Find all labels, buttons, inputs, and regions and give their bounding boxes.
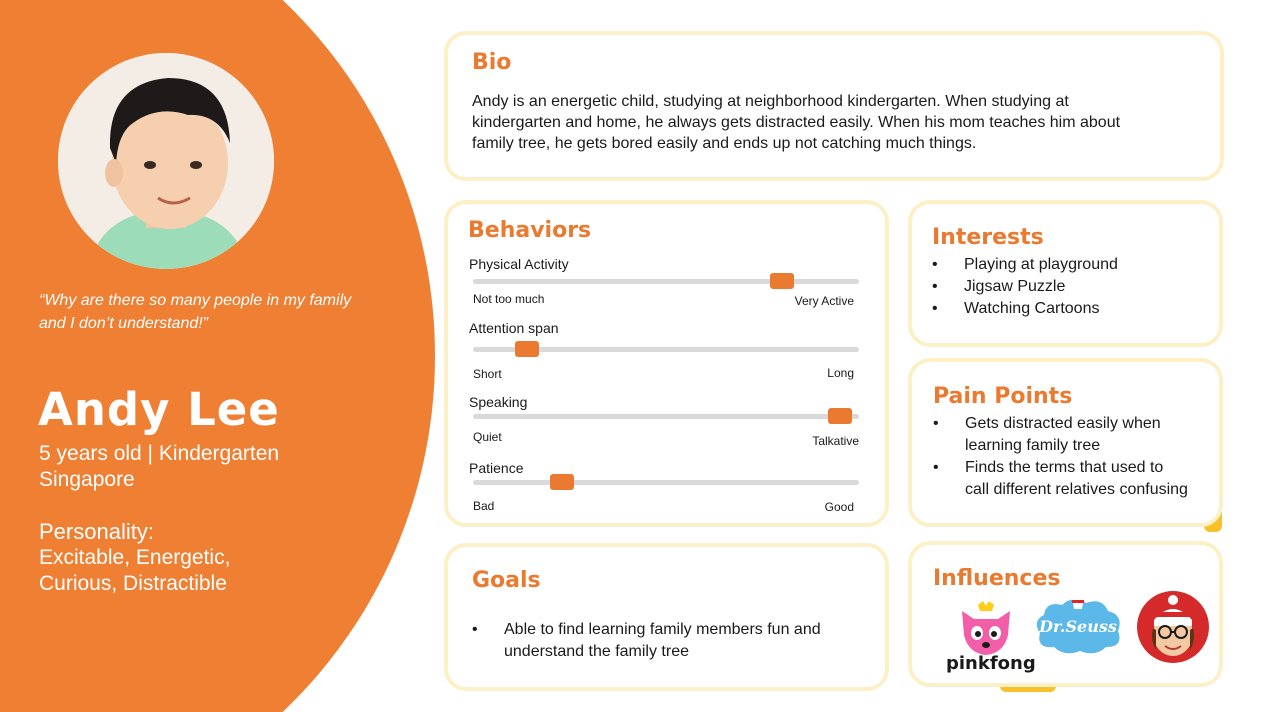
slider-label: Physical Activity	[469, 256, 569, 272]
behavior-slider-track[interactable]	[473, 480, 859, 485]
bullet-icon: •	[933, 459, 939, 476]
location-text: Singapore	[39, 468, 135, 491]
bio-line: Andy is an energetic child, studying at neighborhood kindergarten. When studying at	[472, 93, 1069, 110]
slider-label: Patience	[469, 460, 524, 476]
behavior-slider-thumb[interactable]	[515, 341, 539, 357]
pain-point-text: learning family tree	[965, 437, 1101, 454]
behavior-slider-track[interactable]	[473, 347, 859, 352]
bio-card	[444, 31, 1224, 181]
profile-quote	[39, 289, 399, 335]
goals-list	[472, 619, 872, 663]
behaviors-card	[444, 200, 889, 527]
pain-points-title: Pain Points	[933, 384, 1073, 409]
bullet-icon: •	[932, 300, 938, 317]
list-item	[933, 457, 1223, 501]
bio-line: family tree, he gets bored easily and ends up not catching much things.	[472, 135, 977, 152]
personality-heading: Personality:	[39, 519, 154, 544]
behavior-slider-thumb[interactable]	[770, 273, 794, 289]
dr-seuss-logo	[1032, 595, 1124, 657]
pain-point-text: call different relatives confusing	[965, 481, 1188, 498]
child-portrait-image	[58, 53, 274, 269]
quote-line: “Why are there so many people in my family	[39, 292, 352, 309]
dr-seuss-wordmark: Dr.Seuss	[1039, 617, 1117, 636]
slider-max-label: Good	[824, 500, 854, 514]
bullet-icon: •	[933, 415, 939, 432]
pain-point-text: Gets distracted easily when	[965, 415, 1161, 432]
list-item	[932, 276, 1118, 298]
goals-title: Goals	[472, 568, 541, 593]
slider-min-label: Quiet	[473, 430, 502, 444]
interest-text: Playing at playground	[964, 256, 1118, 273]
waldo-logo	[1136, 590, 1210, 664]
behavior-slider-track[interactable]	[473, 414, 859, 419]
pinkfong-fox-icon	[956, 601, 1016, 657]
bullet-icon: •	[472, 621, 478, 638]
bullet-icon: •	[932, 278, 938, 295]
behavior-slider-thumb[interactable]	[550, 474, 574, 490]
pinkfong-wordmark: pinkfong	[946, 653, 1036, 674]
list-item	[933, 413, 1223, 457]
interest-text: Jigsaw Puzzle	[964, 278, 1066, 295]
interests-list	[932, 254, 1118, 320]
goal-text: Able to find learning family members fun and	[504, 621, 821, 638]
list-item	[932, 298, 1118, 320]
traits-line: Excitable, Energetic,	[39, 546, 231, 569]
slider-max-label: Very Active	[794, 294, 854, 308]
slider-min-label: Bad	[473, 499, 495, 513]
interest-text: Watching Cartoons	[964, 300, 1100, 317]
behavior-slider-thumb[interactable]	[828, 408, 852, 424]
pinkfong-logo	[942, 601, 1036, 681]
profile-photo	[58, 53, 274, 269]
waldo-face-icon	[1136, 590, 1210, 664]
pain-point-text: Finds the terms that used to	[965, 459, 1164, 476]
bio-line: kindergarten and home, he always gets distracted easily. When his mom teaches him about	[472, 114, 1121, 131]
bio-text	[472, 91, 1212, 154]
bio-title: Bio	[472, 50, 512, 75]
behavior-slider-track[interactable]	[473, 279, 859, 284]
behaviors-title: Behaviors	[468, 218, 592, 243]
list-item	[472, 619, 872, 663]
slider-min-label: Short	[473, 367, 502, 381]
persona-name: Andy Lee	[38, 383, 280, 436]
slider-label: Attention span	[469, 320, 559, 336]
goal-text: understand the family tree	[504, 643, 689, 660]
slider-label: Speaking	[469, 394, 528, 410]
slider-max-label: Long	[827, 366, 854, 380]
influences-title: Influences	[933, 566, 1061, 591]
list-item	[932, 254, 1118, 276]
traits-line: Curious, Distractible	[39, 572, 227, 595]
interests-card	[908, 200, 1223, 347]
quote-line: and I don’t understand!”	[39, 315, 209, 332]
bullet-icon: •	[932, 256, 938, 273]
influences-card	[908, 541, 1223, 687]
pain-points-list	[933, 413, 1223, 501]
age-school-text: 5 years old | Kindergarten	[39, 442, 280, 465]
interests-title: Interests	[932, 225, 1044, 250]
slider-max-label: Talkative	[812, 434, 859, 448]
goals-card	[444, 543, 889, 691]
personality-traits	[39, 545, 230, 597]
persona-meta	[39, 441, 279, 493]
pain-points-card	[908, 358, 1223, 527]
slider-min-label: Not too much	[473, 292, 545, 306]
